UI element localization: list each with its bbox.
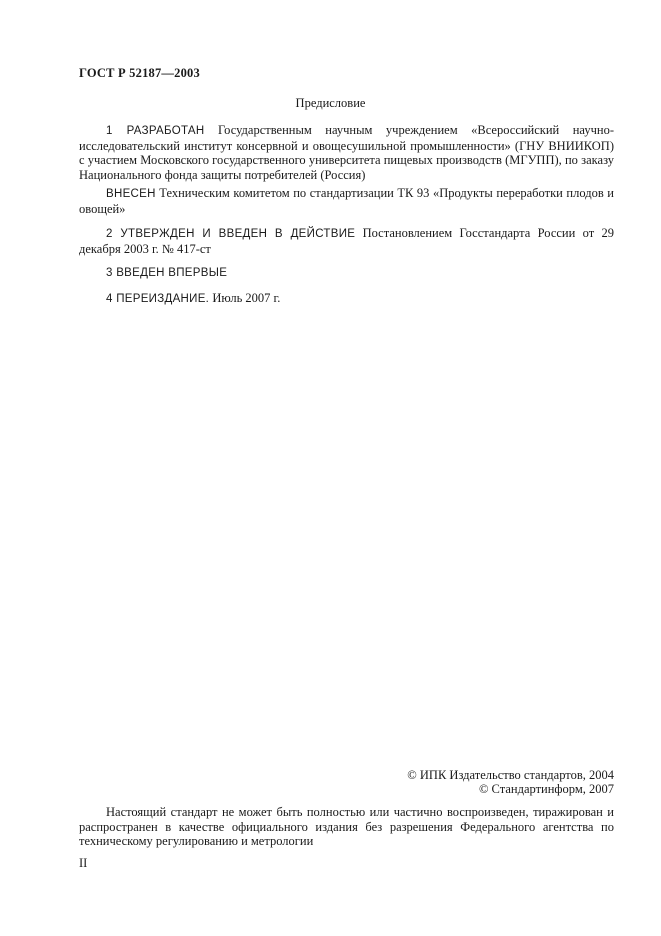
preface-item-lead: 2 УТВЕРЖДЕН И ВВЕДЕН В ДЕЙСТВИЕ: [106, 228, 356, 240]
preface-item-developed: [79, 123, 614, 182]
preface-item-text: Июль 2007 г.: [209, 291, 281, 305]
preface-item-text: Государственным научным учреждением «Всероссийский научно-исследовательский институт консервной и овощесушильной промышленности» (ГНУ ВНИИКОП) с участием Московского государственного университета пищевых производств (МГУПП), по заказу Национального фонда защиты потребителей (Россия): [79, 123, 614, 182]
preface-item-text: Постановлением Госстандарта России от 29 декабря 2003 г. № 417-ст: [79, 226, 614, 256]
preface-item-lead: 3 ВВЕДЕН ВПЕРВЫЕ: [106, 267, 228, 279]
preface-item-text: Техническим комитетом по стандартизации ТК 93 «Продукты переработки плодов и овощей»: [79, 186, 614, 216]
preface-title: Предисловие: [295, 96, 366, 110]
preface-item-reissue: [79, 291, 614, 307]
copyright-line-standartinform: © Стандартинформ, 2007: [478, 782, 614, 796]
preface-item-introduced: [79, 186, 614, 216]
copyright-line-publisher: © ИПК Издательство стандартов, 2004: [407, 768, 614, 782]
preface-item-approved: [79, 226, 614, 256]
preface-item-lead: 4 ПЕРЕИЗДАНИЕ.: [106, 293, 210, 305]
preface-item-lead: 1 РАЗРАБОТАН: [106, 125, 205, 137]
preface-item-first-introduced: [79, 265, 614, 281]
reproduction-notice: Настоящий стандарт не может быть полностью или частично воспроизведен, тиражирован и распространен в качестве официального издания без разрешения Федерального агентства по техническому регулированию и метрологии: [79, 805, 614, 849]
standard-code: ГОСТ Р 52187—2003: [79, 66, 200, 80]
preface-item-lead: ВНЕСЕН: [106, 188, 156, 200]
page-number: II: [79, 856, 88, 870]
